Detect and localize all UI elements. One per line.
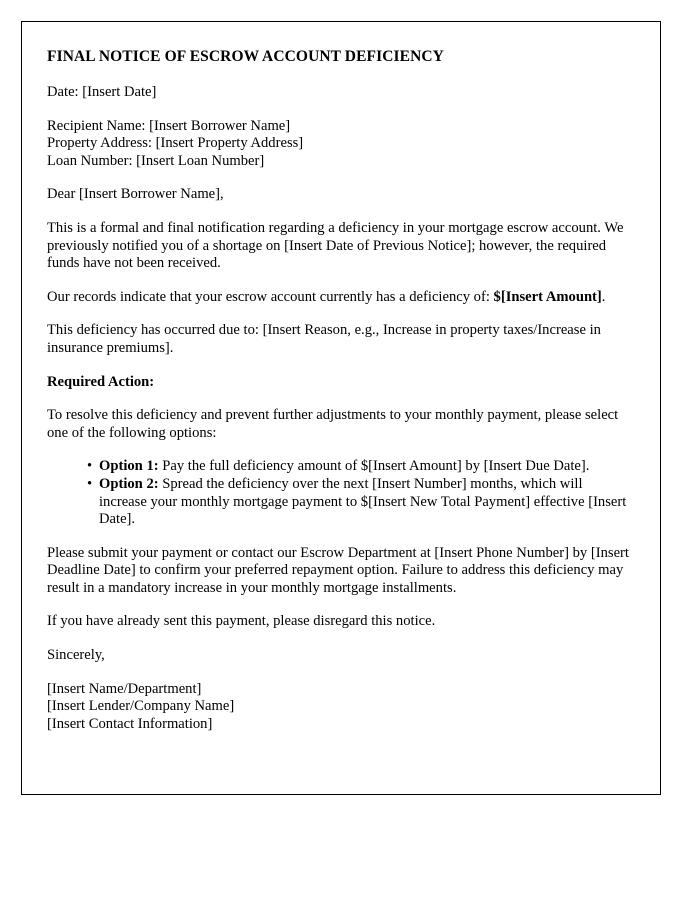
closing-salutation: Sincerely, <box>47 647 105 664</box>
disregard-paragraph: If you have already sent this payment, please disregard this notice. <box>47 613 436 630</box>
list-item-option-1 <box>87 458 630 476</box>
required-action-heading: Required Action: <box>47 373 155 390</box>
recipient-name-line: Recipient Name: [Insert Borrower Name] <box>47 117 291 134</box>
signature-contact: [Insert Contact Information] <box>47 715 213 732</box>
intro-paragraph: This is a formal and final notification regarding a deficiency in your mortgage escrow account. We previously notified you of a shortage on [Insert Date of Previous Notice]; however, the required funds have not been received. <box>47 219 624 272</box>
resolve-paragraph: To resolve this deficiency and prevent further adjustments to your monthly payment, please select one of the following options: <box>47 407 619 441</box>
option-2-label: Option 2: <box>99 475 159 492</box>
recipient-block <box>47 118 630 171</box>
signature-company: [Insert Lender/Company Name] <box>47 698 235 715</box>
property-address-line: Property Address: [Insert Property Address] <box>47 135 304 152</box>
option-1-text: Pay the full deficiency amount of $[Insert Amount] by [Insert Due Date]. <box>158 458 590 475</box>
submit-payment-paragraph: Please submit your payment or contact our Escrow Department at [Insert Phone Number] by [Insert Deadline Date] to confirm your preferred repayment option. Failure to address this deficiency may result in a mandatory increase in your monthly mortgage installments. <box>47 544 629 596</box>
page-title: FINAL NOTICE OF ESCROW ACCOUNT DEFICIENCY <box>47 48 444 65</box>
options-list <box>47 458 630 528</box>
option-1-label: Option 1: <box>99 458 159 475</box>
bullet-icon: • <box>87 458 93 475</box>
deficiency-amount-placeholder: $[Insert Amount] <box>493 288 602 305</box>
deficiency-paragraph <box>47 289 630 307</box>
date-line: Date: [Insert Date] <box>47 84 157 100</box>
list-item-option-2 <box>87 476 630 529</box>
document-body <box>22 22 660 733</box>
deficiency-trailing-text: . <box>601 288 606 305</box>
signature-name-department: [Insert Name/Department] <box>47 680 202 697</box>
salutation: Dear [Insert Borrower Name], <box>47 186 224 203</box>
deficiency-lead-text: Our records indicate that your escrow account currently has a deficiency of: <box>47 288 494 305</box>
option-2-text: Spread the deficiency over the next [Insert Number] months, which will increase your monthly mortgage payment to $[Insert New Total Payment] effective [Insert Date]. <box>99 475 627 528</box>
reason-paragraph: This deficiency has occurred due to: [Insert Reason, e.g., Increase in property taxes/Increase in insurance premiums]. <box>47 322 601 356</box>
loan-number-line: Loan Number: [Insert Loan Number] <box>47 152 265 169</box>
bullet-icon: • <box>87 475 93 492</box>
document-page <box>21 21 661 795</box>
signature-block <box>47 681 630 734</box>
